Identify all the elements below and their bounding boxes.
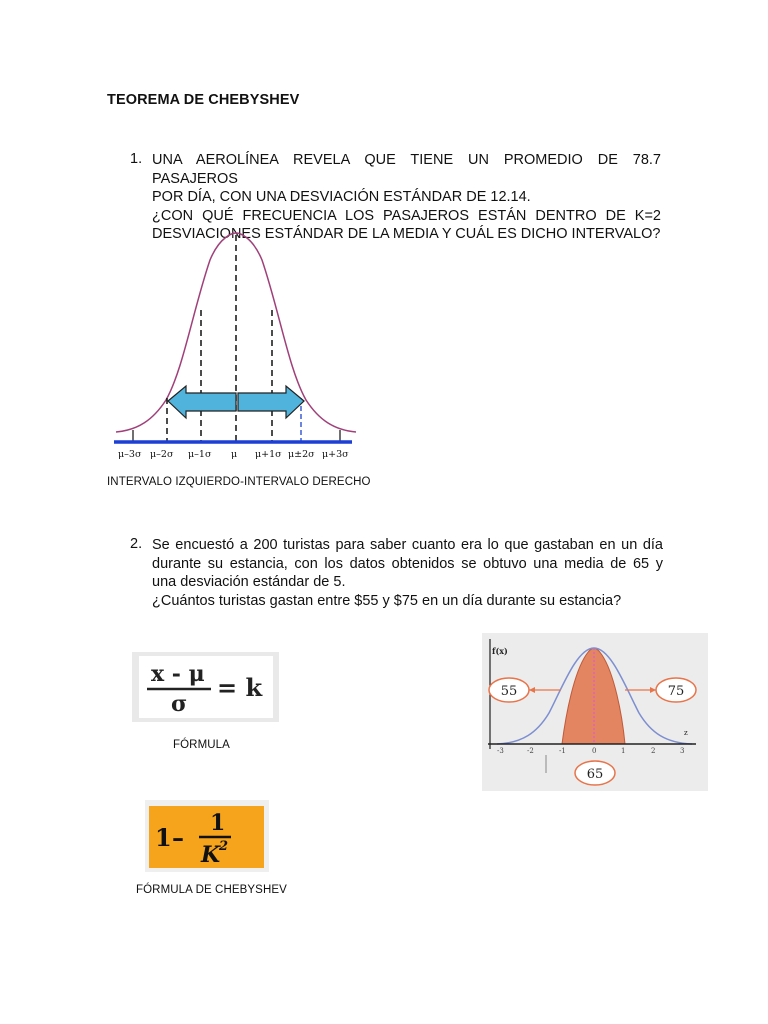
question-1-line: DESVIACIONES ESTÁNDAR DE LA MEDIA Y CUÁL ES DICHO INTERVALO?	[152, 226, 661, 242]
x-axis-label: z	[684, 729, 688, 737]
formula-denominator: σ	[171, 691, 188, 717]
sigma-tick-labels	[118, 449, 349, 460]
z-tick-label: 0	[592, 747, 597, 755]
z-tick-label: 3	[680, 747, 685, 755]
right-arrowhead	[650, 687, 656, 693]
left-arrowhead	[529, 687, 535, 693]
question-2-text	[152, 536, 663, 610]
question-2-line: durante su estancia, con los datos obtenidos se obtuvo una media de 65 y	[152, 555, 663, 572]
chebyshev-numerator: 1	[210, 810, 226, 836]
figure-1-caption: INTERVALO IZQUIERDO-INTERVALO DERECHO	[107, 476, 371, 488]
right-interval-arrow	[238, 386, 304, 418]
z-tick-label: 2	[651, 747, 656, 755]
question-1-line: POR DÍA, CON UNA DESVIACIÓN ESTÁNDAR DE 12.14.	[152, 189, 531, 205]
chebyshev-denominator: K	[201, 842, 221, 868]
question-2-line: una desviación estándar de 5.	[152, 574, 346, 590]
tick-label: μ–3σ	[118, 449, 142, 460]
question-1-line: ¿CON QUÉ FRECUENCIA LOS PASAJEROS ESTÁN DENTRO DE K=2	[152, 207, 661, 224]
question-2-number: 2.	[130, 536, 143, 552]
chebyshev-exponent: 2	[219, 839, 229, 854]
question-2-line: ¿Cuántos turistas gastan entre $55 y $75 en un día durante su estancia?	[152, 592, 622, 609]
tick-label: μ–2σ	[150, 449, 174, 460]
right-callout-value: 75	[667, 684, 685, 699]
left-interval-arrow	[168, 386, 236, 418]
tick-label: μ+1σ	[255, 449, 282, 460]
tick-label: μ±2σ	[288, 449, 315, 460]
shaded-normal-figure	[482, 633, 708, 791]
normal-distribution-figure	[108, 230, 358, 468]
tick-label: μ–1σ	[188, 449, 212, 460]
formula-numerator: x - μ	[151, 661, 205, 687]
tick-label: μ	[231, 449, 238, 460]
y-axis-label: f(x)	[492, 646, 508, 656]
chebyshev-one: 1	[155, 823, 172, 852]
z-tick-label: -3	[497, 747, 504, 755]
chebyshev-minus: –	[172, 823, 184, 852]
formula-rhs: = k	[217, 673, 263, 702]
question-2-line: Se encuestó a 200 turistas para saber cuanto era lo que gastaban en un día	[152, 537, 663, 553]
z-tick-label: -2	[527, 747, 534, 755]
center-callout-value: 65	[586, 767, 604, 782]
left-callout-value: 55	[500, 684, 518, 699]
formula-caption: FÓRMULA	[173, 739, 230, 751]
tick-label: μ+3σ	[322, 449, 349, 460]
question-1-line: UNA AEROLÍNEA REVELA QUE TIENE UN PROMEDIO DE 78.7 PASAJEROS	[152, 152, 661, 187]
z-score-formula	[139, 656, 273, 718]
z-tick-labels	[497, 747, 684, 755]
question-1-number: 1.	[130, 151, 143, 167]
z-tick-label: -1	[559, 747, 566, 755]
chebyshev-formula	[149, 806, 264, 868]
chebyshev-caption: FÓRMULA DE CHEBYSHEV	[136, 884, 287, 896]
page-title: TEOREMA DE CHEBYSHEV	[107, 92, 300, 108]
z-tick-label: 1	[621, 747, 626, 755]
